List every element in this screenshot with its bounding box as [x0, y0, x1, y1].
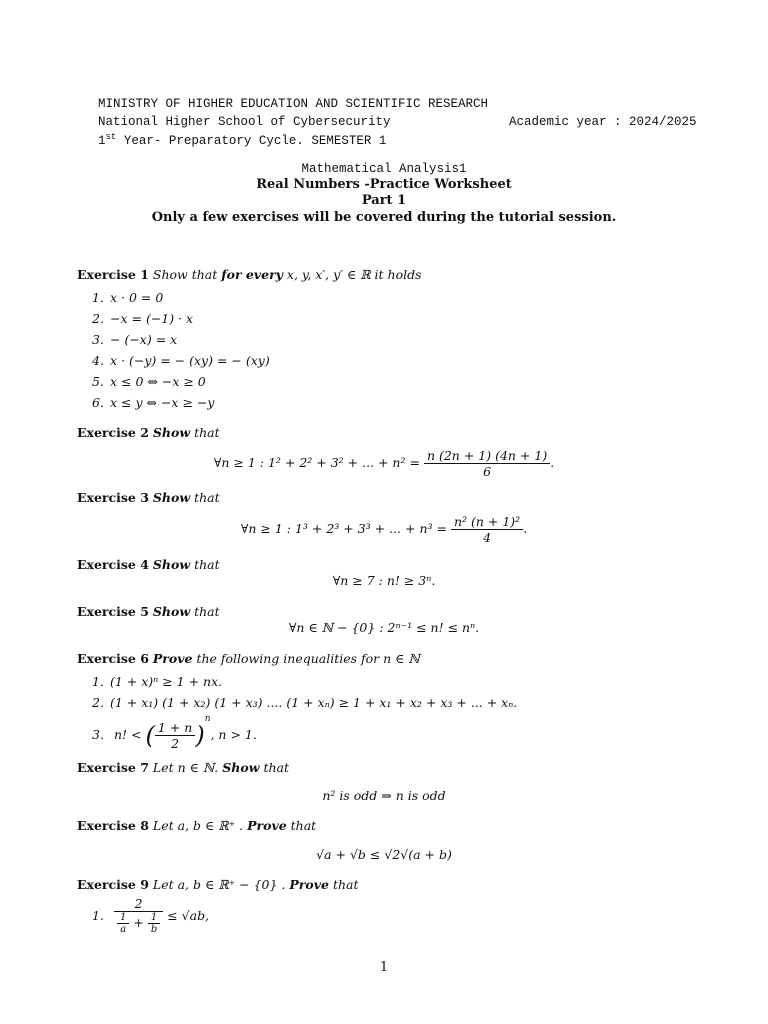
exercise-7-verb: Show [222, 760, 260, 775]
exercise-9-verb: Prove [289, 877, 329, 892]
exercise-5-equation: ∀n ∈ ℕ − {0} : 2ⁿ⁻¹ ≤ n! ≤ nⁿ. [288, 620, 480, 635]
exercise-5-label: Exercise 5 [77, 604, 149, 619]
exercise-6-label: Exercise 6 [77, 651, 149, 666]
exercise-4-label: Exercise 4 [77, 557, 149, 572]
fraction-denominator: 6 [483, 464, 492, 479]
exercise-1-item [92, 374, 206, 389]
exercise-7-rest: that [263, 760, 290, 775]
item-number: 3. [92, 332, 104, 347]
item-text: x ≤ y ⇔ −x ≥ −y [110, 395, 215, 410]
item-text: − (−x) = x [110, 332, 178, 347]
item-number: 1. [92, 290, 104, 305]
fraction-numerator: 2 [114, 896, 163, 912]
equation-fraction [451, 514, 523, 545]
exercise-6-item [92, 674, 222, 689]
fraction-numerator: 1 + n [155, 720, 195, 736]
item-number: 2. [92, 695, 104, 710]
exercise-9-rest: that [332, 877, 359, 892]
exercise-5-heading [77, 604, 220, 619]
exercise-8-label: Exercise 8 [77, 818, 149, 833]
exercise-6-heading [77, 651, 420, 666]
item-tail: ≤ √ab, [167, 908, 210, 923]
exercise-9-pre: Let a, b ∈ ℝ⁺ − {0} . [152, 877, 286, 892]
sub-fraction-a [117, 912, 129, 935]
item-number: 1. [92, 674, 104, 689]
exercise-4-heading [77, 557, 220, 572]
sub-numerator-b: 1 [148, 912, 160, 924]
exercise-8-verb: Prove [247, 818, 287, 833]
cycle-number: 1 [98, 134, 106, 149]
fraction-denominator: 2 [171, 736, 180, 751]
item-tail: , n > 1. [210, 727, 257, 742]
fraction-denominator [114, 912, 163, 935]
session-note: Only a few exercises will be covered during the tutorial session. [151, 210, 617, 225]
exercise-3-label: Exercise 3 [77, 490, 149, 505]
item-text: x · (−y) = − (xy) = − (xy) [110, 353, 270, 368]
item-lhs: n! < [113, 727, 142, 742]
equation-lhs: ∀n ≥ 1 : 1² + 2² + 3² + ... + n² = [213, 455, 420, 470]
item-fraction [155, 720, 195, 751]
exercise-9-item [92, 896, 209, 935]
exercise-6-verb: Prove [152, 651, 193, 666]
equation-lhs: ∀n ≥ 1 : 1³ + 2³ + 3³ + ... + n³ = [240, 521, 447, 536]
exercise-7-pre: Let n ∈ ℕ. [152, 760, 219, 775]
exercise-1-intro-rest: x, y, x′, y′ ∈ ℝ it holds [286, 267, 422, 282]
item-number: 5. [92, 374, 104, 389]
exercise-8-heading [77, 818, 316, 833]
exercise-1-label: Exercise 1 [77, 267, 149, 282]
fraction-numerator: n² (n + 1)² [451, 514, 523, 530]
left-paren: ( [145, 721, 155, 750]
equation-tail: . [523, 521, 528, 536]
exercise-3-rest: that [194, 490, 220, 505]
exercise-1-heading [77, 267, 422, 282]
exercise-9-label: Exercise 9 [77, 877, 149, 892]
exercise-2-verb: Show [152, 425, 191, 440]
exercise-8-rest: that [290, 818, 317, 833]
cycle-sup: st [105, 132, 117, 142]
item-number: 1. [92, 908, 104, 923]
sub-denominator-a: a [120, 924, 127, 935]
school-line: National Higher School of Cybersecurity [98, 115, 391, 129]
exercise-8-pre: Let a, b ∈ ℝ⁺ . [152, 818, 244, 833]
exercise-2-rest: that [194, 425, 220, 440]
sub-denominator-b: b [150, 924, 158, 935]
item-number: 3. [92, 727, 104, 742]
item-number: 4. [92, 353, 104, 368]
sub-numerator-a: 1 [117, 912, 129, 924]
exercise-7-heading [77, 760, 289, 775]
exercise-1-intro-bold: for every [221, 267, 283, 282]
exercise-4-rest: that [194, 557, 220, 572]
exercise-1-item [92, 332, 177, 347]
exercise-3-equation [0, 514, 768, 545]
exercise-5-verb: Show [152, 604, 191, 619]
exercise-1-intro: Show that [152, 267, 218, 282]
exercise-1-item [92, 311, 193, 326]
academic-year: Academic year : 2024/2025 [509, 115, 697, 129]
exercise-3-verb: Show [152, 490, 191, 505]
exercise-4-equation: ∀n ≥ 7 : n! ≥ 3ⁿ. [332, 573, 436, 588]
item-text: x ≤ 0 ⇔ −x ≥ 0 [110, 374, 206, 389]
ministry-line: MINISTRY OF HIGHER EDUCATION AND SCIENTIFIC RESEARCH [98, 97, 489, 111]
equation-tail: . [550, 455, 555, 470]
exercise-6-item [92, 695, 517, 710]
exercise-7-label: Exercise 7 [77, 760, 149, 775]
exercise-2-label: Exercise 2 [77, 425, 149, 440]
exercise-5-rest: that [194, 604, 220, 619]
part-title: Part 1 [361, 193, 407, 208]
exercise-6-item [92, 714, 257, 751]
item-exponent: n [204, 714, 211, 724]
exercise-9-heading [77, 877, 359, 892]
sub-fraction-b [148, 912, 160, 935]
exercise-3-heading [77, 490, 220, 505]
course-title: Mathematical Analysis1 [301, 162, 467, 176]
exercise-7-equation: n² is odd ⇒ n is odd [322, 788, 446, 803]
exercise-4-verb: Show [152, 557, 191, 572]
exercise-2-equation [0, 448, 768, 479]
exercise-1-item [92, 290, 163, 305]
equation-fraction [424, 448, 550, 479]
exercise-1-item [92, 395, 214, 410]
plus-sign: + [133, 915, 144, 930]
item-text: x · 0 = 0 [110, 290, 164, 305]
item-text: −x = (−1) · x [110, 311, 194, 326]
exercise-6-rest: the following inequalities for n ∈ ℕ [196, 651, 420, 666]
cycle-line [98, 132, 386, 148]
right-paren: ) [195, 721, 205, 750]
item-text: (1 + x₁) (1 + x₂) (1 + x₃) .... (1 + xₙ) ≥ 1 + x₁ + x₂ + x₃ + ... + xₙ. [110, 695, 518, 710]
exercise-2-heading [77, 425, 220, 440]
fraction-denominator: 4 [483, 530, 492, 545]
item-fraction [114, 896, 163, 935]
fraction-numerator: n (2n + 1) (4n + 1) [424, 448, 550, 464]
cycle-rest: Year- Preparatory Cycle. SEMESTER 1 [116, 134, 387, 149]
exercise-8-equation: √a + √b ≤ √2√(a + b) [316, 847, 452, 862]
item-text: (1 + x)ⁿ ≥ 1 + nx. [110, 674, 223, 689]
page-number: 1 [379, 960, 389, 975]
worksheet-title: Real Numbers -Practice Worksheet [256, 177, 512, 192]
exercise-1-item [92, 353, 270, 368]
item-number: 6. [92, 395, 104, 410]
item-number: 2. [92, 311, 104, 326]
